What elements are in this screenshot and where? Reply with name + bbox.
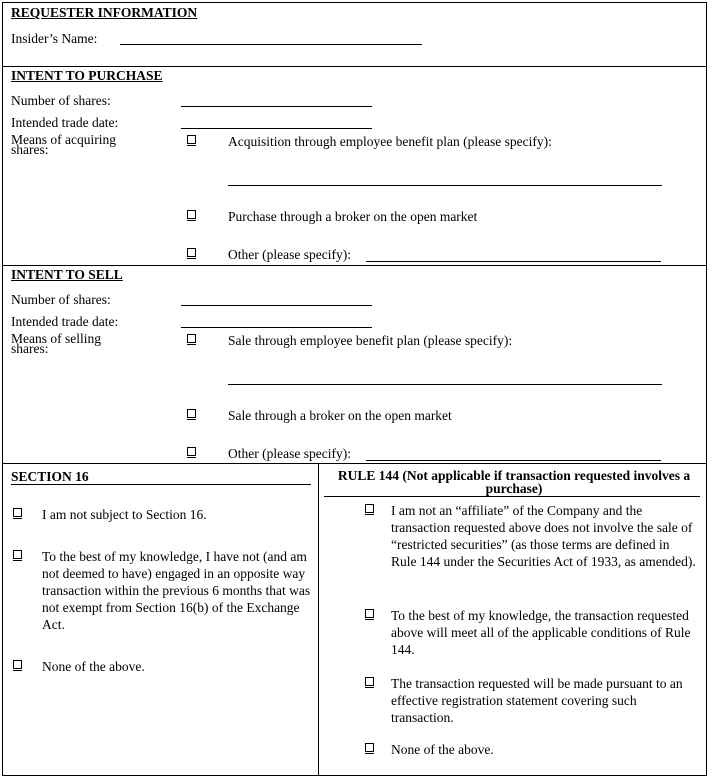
purchase-shares-label: Number of shares: <box>11 93 111 108</box>
requester-heading: REQUESTER INFORMATION <box>11 5 198 20</box>
purchase-broker-label: Purchase through a broker on the open market <box>228 209 478 224</box>
purchase-benefit-plan-checkbox[interactable] <box>187 135 196 144</box>
purchase-benefit-plan-field[interactable] <box>228 185 662 186</box>
purchase-other-field[interactable] <box>366 261 661 262</box>
purchase-heading: INTENT TO PURCHASE <box>11 68 163 83</box>
insider-name-label: Insider’s Name: <box>11 31 98 46</box>
sell-benefit-plan-checkbox[interactable] <box>187 334 196 343</box>
rule144-none-label: None of the above. <box>391 742 494 757</box>
purchase-shares-field[interactable] <box>181 106 372 107</box>
section16-heading: SECTION 16 <box>11 469 89 484</box>
rule144-registration-label: The transaction requested will be made pursuant to an effective registration statement covering such transaction. <box>391 676 683 725</box>
sell-broker-label: Sale through a broker on the open market <box>228 408 452 423</box>
sell-benefit-plan-field[interactable] <box>228 384 662 385</box>
divider-bottom-sections <box>2 463 707 464</box>
sell-broker-checkbox[interactable] <box>187 409 196 418</box>
rule144-meets-conditions-checkbox[interactable] <box>365 609 374 618</box>
sell-means-label: Means of selling shares: <box>11 331 101 356</box>
divider-purchase <box>2 66 707 67</box>
sell-heading: INTENT TO SELL <box>11 267 123 282</box>
column-divider <box>318 463 319 776</box>
section16-none-checkbox[interactable] <box>13 660 22 669</box>
sell-benefit-plan-label: Sale through employee benefit plan (please specify): <box>228 333 513 348</box>
rule144-none-checkbox[interactable] <box>365 743 374 752</box>
purchase-benefit-plan-label: Acquisition through employee benefit plan (please specify): <box>228 134 552 149</box>
sell-other-checkbox[interactable] <box>187 447 196 456</box>
rule144-heading-rule <box>324 496 700 497</box>
purchase-other-checkbox[interactable] <box>187 248 196 257</box>
divider-sell <box>2 265 707 266</box>
rule144-not-affiliate-checkbox[interactable] <box>365 504 374 513</box>
rule144-registration-checkbox[interactable] <box>365 677 374 686</box>
sell-other-field[interactable] <box>366 460 661 461</box>
sell-date-field[interactable] <box>181 327 372 328</box>
sell-shares-field[interactable] <box>181 305 372 306</box>
purchase-means-label: Means of acquiring shares: <box>11 132 116 157</box>
rule144-not-affiliate-label: I am not an “affiliate” of the Company and the transaction requested above does not involve the sale of “restricted securities” (as those terms are defined in Rule 144 under the Securities Act of 1933, as amended). <box>391 503 696 569</box>
purchase-date-label: Intended trade date: <box>11 115 119 130</box>
purchase-broker-checkbox[interactable] <box>187 210 196 219</box>
insider-name-field[interactable] <box>120 44 422 45</box>
sell-other-label: Other (please specify): <box>228 446 351 461</box>
section16-not-subject-label: I am not subject to Section 16. <box>42 507 207 522</box>
section16-no-opposite-transaction-checkbox[interactable] <box>13 550 22 559</box>
section16-no-opposite-transaction-label: To the best of my knowledge, I have not (and am not deemed to have) engaged in an opposite way transaction within the previous 6 months that was not exempt from Section 16(b) of the Exchange Act. <box>42 549 311 632</box>
section16-none-label: None of the above. <box>42 659 145 674</box>
purchase-date-field[interactable] <box>181 128 372 129</box>
rule144-heading: RULE 144 (Not applicable if transaction requested involves a purchase) <box>337 468 691 496</box>
purchase-other-label: Other (please specify): <box>228 247 351 262</box>
rule144-meets-conditions-label: To the best of my knowledge, the transaction requested above will meet all of the applicable conditions of Rule 144. <box>391 608 691 657</box>
section16-heading-rule <box>11 484 311 485</box>
sell-shares-label: Number of shares: <box>11 292 111 307</box>
section16-not-subject-checkbox[interactable] <box>13 508 22 517</box>
sell-date-label: Intended trade date: <box>11 314 119 329</box>
